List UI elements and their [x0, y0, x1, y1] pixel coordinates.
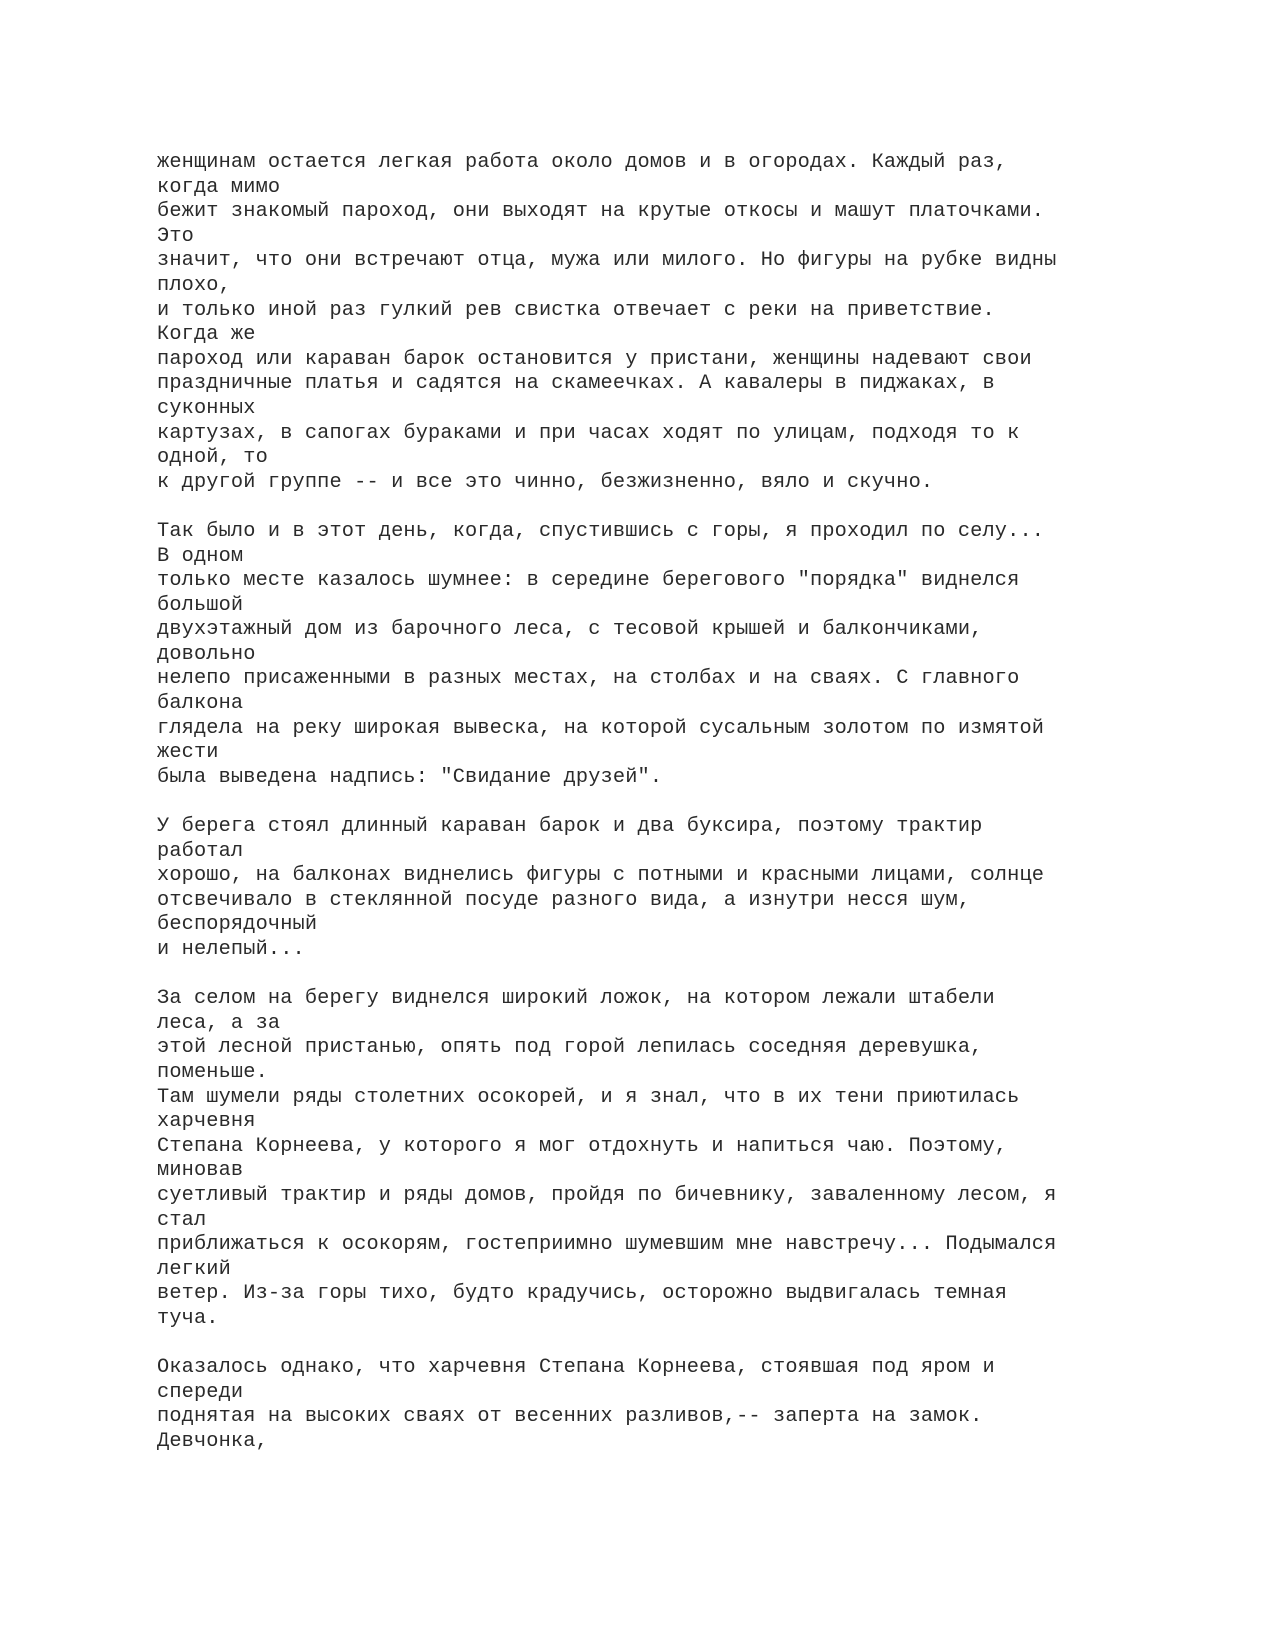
text-line: В одном [157, 544, 244, 568]
text-line: Девчонка, [157, 1429, 268, 1453]
text-line: За селом на берегу виднелся широкий ложок, на котором лежали штабели [157, 987, 995, 1011]
text-line: балкона [157, 692, 244, 716]
text-line: спереди [157, 1380, 244, 1404]
text-line: пароход или караван барок остановится у пристани, женщины надевают свои [157, 347, 1032, 371]
text-line: женщинам остается легкая работа около домов и в огородах. Каждый раз, [157, 151, 1008, 174]
text-line: отсвечивало в стеклянной посуде разного вида, а изнутри несся шум, [157, 888, 971, 912]
text-line: большой [157, 593, 244, 617]
text-line: довольно [157, 642, 256, 666]
text-line: поменьше. [157, 1060, 268, 1084]
text-line: туча. [157, 1306, 219, 1330]
text-line: была выведена надпись: "Свидание друзей". [157, 765, 663, 789]
text-line: этой лесной пристанью, опять под горой лепилась соседняя деревушка, [157, 1036, 983, 1060]
text-line: суконных [157, 396, 256, 420]
text-line: только месте казалось шумнее: в середине берегового "порядка" виднелся [157, 569, 1020, 593]
text-line: суетливый трактир и ряды домов, пройдя по бичевнику, заваленному лесом, я [157, 1183, 1057, 1207]
text-line: Там шумели ряды столетних осокорей, и я знал, что в их тени приютилась [157, 1085, 1020, 1109]
text-line: работал [157, 839, 244, 863]
text-line: двухэтажный дом из барочного леса, с тесовой крышей и балкончиками, [157, 618, 983, 642]
text-line: Оказалось однако, что харчевня Степана Корнеева, стоявшая под яром и [157, 1356, 995, 1380]
paragraph [157, 151, 1157, 495]
paragraph [157, 1356, 1157, 1454]
text-line: приближаться к осокорям, гостеприимно шумевшим мне навстречу... Подымался [157, 1233, 1057, 1257]
text-line: плохо, [157, 273, 231, 297]
text-line: У берега стоял длинный караван барок и два буксира, поэтому трактир [157, 815, 983, 839]
text-line: глядела на реку широкая вывеска, на которой сусальным золотом по измятой [157, 716, 1045, 740]
text-line: беспорядочный [157, 913, 318, 937]
text-line: Так было и в этот день, когда, спустившись с горы, я проходил по селу... [157, 519, 1045, 543]
text-line: и только иной раз гулкий рев свистка отвечает с реки на приветствие. [157, 298, 995, 322]
text-line: картузах, в сапогах бураками и при часах ходят по улицам, подходя то к [157, 421, 1020, 445]
text-line: леса, а за [157, 1011, 281, 1035]
text-line: нелепо присаженными в разных местах, на столбах и на сваях. С главного [157, 667, 1020, 691]
text-line: стал [157, 1208, 207, 1232]
text-line: к другой группе -- и все это чинно, безжизненно, вяло и скучно. [157, 470, 934, 494]
text-line: бежит знакомый пароход, они выходят на крутые откосы и машут платочками. [157, 200, 1045, 224]
text-line: когда мимо [157, 175, 281, 199]
document-text [157, 151, 1157, 1454]
text-line: харчевня [157, 1110, 256, 1134]
paragraph [157, 987, 1157, 1331]
text-line: одной, то [157, 446, 268, 470]
text-line: легкий [157, 1257, 231, 1281]
paragraph [157, 815, 1157, 963]
paragraph [157, 520, 1157, 791]
text-line: Степана Корнеева, у которого я мог отдохнуть и напиться чаю. Поэтому, [157, 1134, 1008, 1158]
text-line: праздничные платья и садятся на скамеечках. А кавалеры в пиджаках, в [157, 372, 995, 396]
text-line: Это [157, 224, 194, 248]
text-line: Когда же [157, 323, 256, 347]
text-line: поднятая на высоких сваях от весенних разливов,-- заперта на замок. [157, 1405, 983, 1429]
text-line: хорошо, на балконах виднелись фигуры с потными и красными лицами, солнце [157, 864, 1045, 888]
text-line: ветер. Из-за горы тихо, будто крадучись, осторожно выдвигалась темная [157, 1282, 1008, 1306]
text-line: жести [157, 741, 219, 765]
text-line: миновав [157, 1159, 244, 1183]
text-line: и нелепый... [157, 938, 305, 961]
text-line: значит, что они встречают отца, мужа или милого. Но фигуры на рубке видны [157, 249, 1057, 273]
